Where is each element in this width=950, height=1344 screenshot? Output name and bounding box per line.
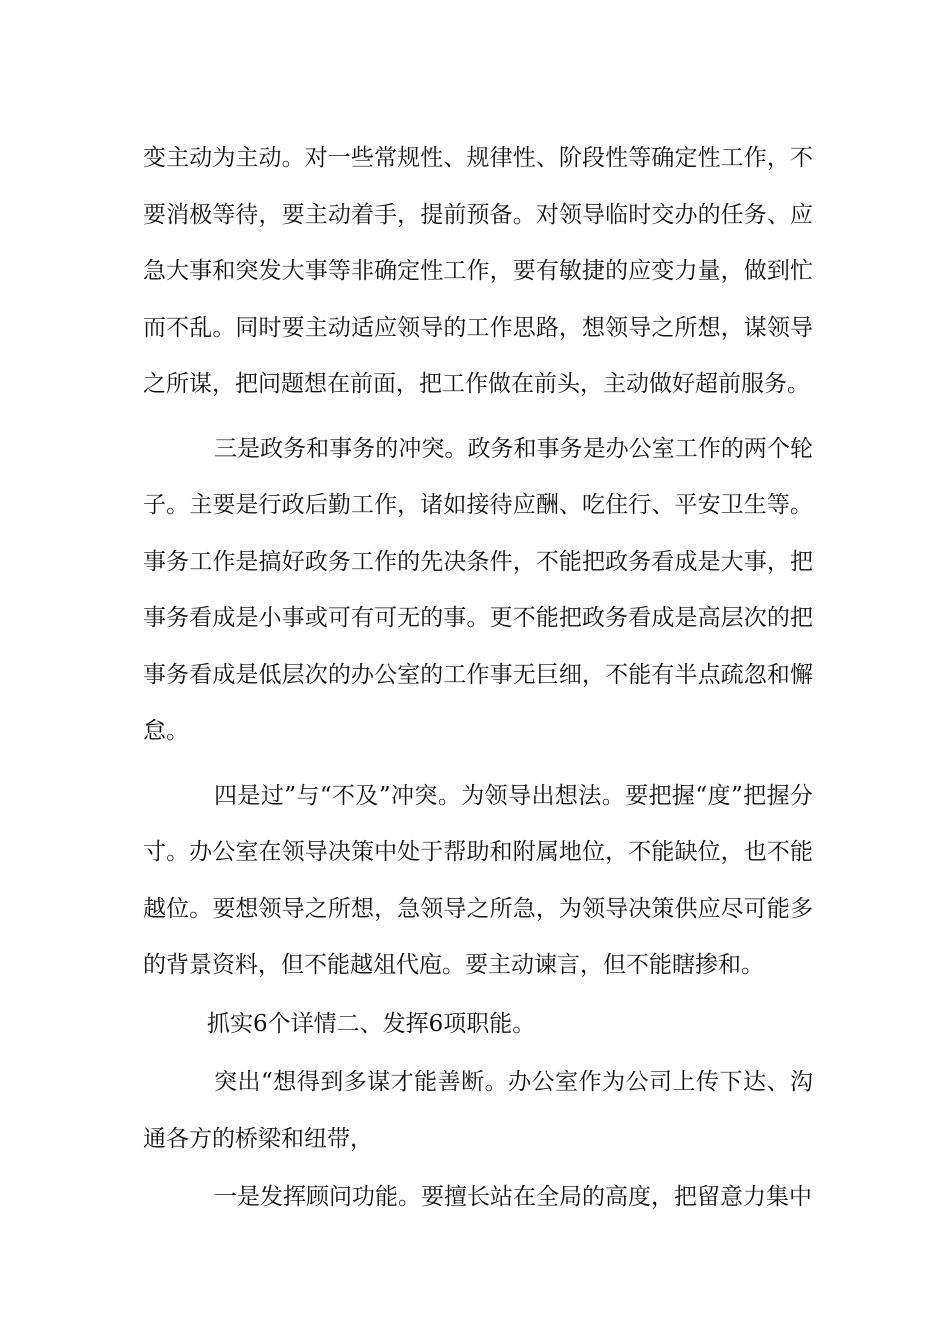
paragraph-section-heading: 抓实6个详情二、发挥6项职能。 <box>207 1010 536 1037</box>
paragraph-highlight: 突出“想得到多谋才能善断。办公室作为公司上传下达、沟通各方的桥梁和纽带， <box>143 1069 813 1152</box>
paragraph-continuation: 变主动为主动。对一些常规性、规律性、阶段性等确定性工作，不要消极等待，要主动着手，提前预备。对领导临时交办的任务、应急大事和突发大事等非确定性工作，要有敏捷的应变力量，做到忙而不乱。同时要主动适应领导的工作思路，想领导之所想，谋领导之所谋，把问题想在前面，把工作做在前头，主动做好超前服务。 <box>143 145 813 397</box>
paragraph-politics-affairs: 三是政务和事务的冲突。政务和事务是办公室工作的两个轮子。主要是行政后勤工作，诸如接待应酬、吃住行、平安卫生等。事务工作是搞好政务工作的先决条件，不能把政务看成是大事，把事务看成是小事或可有可无的事。更不能把政务看成是高层次的把事务看成是低层次的办公室的工作事无巨细，不能有半点疏忽和懈怠。 <box>143 435 813 744</box>
document-body <box>143 130 813 1226</box>
paragraph-excess-deficiency: 四是过”与“不及”冲突。为领导出想法。要把握“度”把握分寸。办公室在领导决策中处于帮助和附属地位，不能缺位，也不能越位。要想领导之所想，急领导之所急，为领导决策供应尽可能多的背景资料，但不能越俎代庖。要主动谏言，但不能瞎掺和。 <box>143 782 813 978</box>
paragraph-advisor-function: 一是发挥顾问功能。要擅长站在全局的高度，把留意力集中 <box>214 1184 812 1210</box>
